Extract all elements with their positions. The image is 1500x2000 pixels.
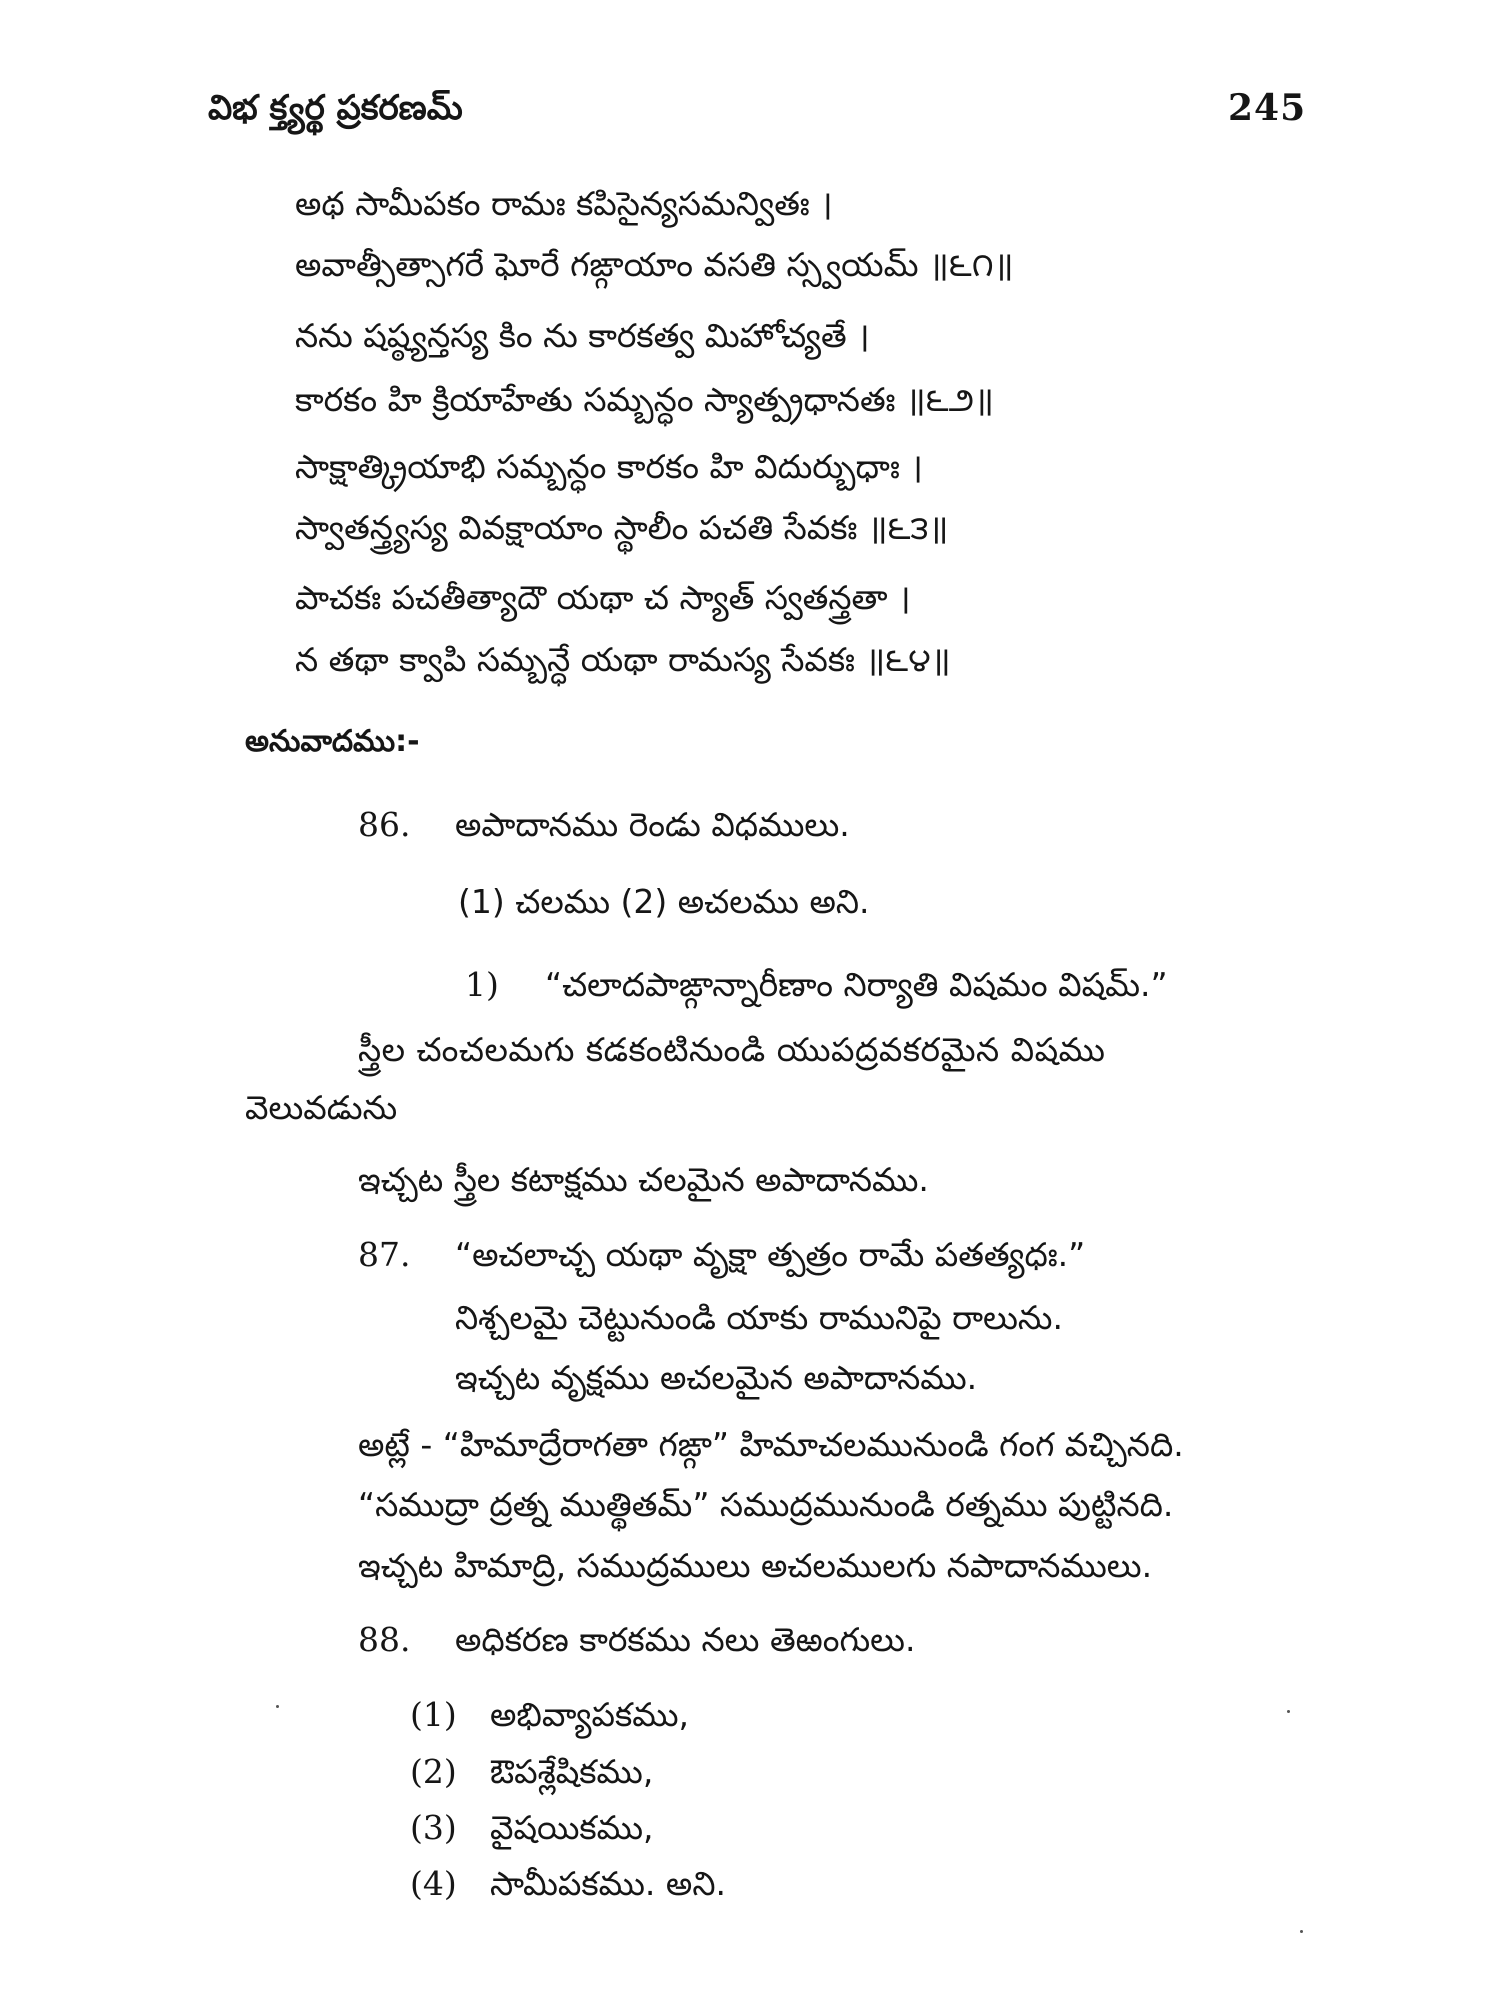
- example-number: 1): [465, 965, 499, 1004]
- scan-speck: [1287, 1710, 1290, 1713]
- explanation-line: స్త్రీల చంచలమగు కడకంటినుండి యుపద్రవకరమైన విషము: [358, 1030, 1106, 1069]
- section-quote: “అచలాచ్చ యథా వృక్షా త్పత్రం రామే పతత్యధః.”: [455, 1235, 1086, 1274]
- section-line: నిశ్చలమై చెట్టునుండి యాకు రామునిపై రాలును.: [455, 1298, 1063, 1337]
- verse-line: అథ సామీపకం రామః కపిసైన్యసమన్వితః ।: [295, 184, 833, 223]
- verse-line: నను షష్ఠ్యన్తస్య కిం ను కారకత్వ మిహోచ్యతే ।: [295, 316, 870, 355]
- note-line: ఇచ్చట స్త్రీల కటాక్షము చలమైన అపాదానము.: [358, 1160, 929, 1199]
- scan-speck: [276, 1705, 279, 1708]
- page-number: 245: [1228, 87, 1307, 129]
- verse-line: అవాత్సీత్సాగరే ఘోరే గఙ్గాయాం వసతి స్స్వయమ్ ॥౬౧॥: [295, 245, 1014, 284]
- verse-line: పాచకః పచతీత్యాదౌ యథా చ స్యాత్ స్వతన్త్రతా ।: [295, 578, 911, 617]
- section-number: 87.: [358, 1235, 411, 1274]
- verse-line: స్వాతన్త్ర్యస్య వివక్షాయాం స్థాలీం పచతి సేవకః ॥౬౩॥: [295, 508, 949, 547]
- section-number: 88.: [358, 1620, 411, 1659]
- list-item-number: (2): [410, 1752, 457, 1791]
- section-text: అధికరణ కారకము నలు తెఱంగులు.: [455, 1620, 916, 1659]
- section-number: 86.: [358, 805, 411, 844]
- verse-line: కారకం హి క్రియాహేతు సమ్బన్ధం స్యాత్ప్రధానతః ॥౬౨॥: [295, 380, 994, 419]
- scan-speck: [1300, 1930, 1303, 1933]
- list-item: సామీపకము. అని.: [490, 1864, 726, 1903]
- list-item: ఔపశ్లేషికము,: [490, 1752, 654, 1791]
- list-item-number: (1): [410, 1695, 457, 1734]
- list-item-number: (3): [410, 1808, 457, 1847]
- explanation-line: వెలువడును: [245, 1088, 398, 1127]
- translation-heading: అనువాదము:-: [245, 724, 420, 759]
- section-line: “సముద్రా ద్రత్న ముత్థితమ్” సముద్రమునుండి రత్నము పుట్టినది.: [358, 1485, 1174, 1524]
- verse-line: సాక్షాత్క్రియాభి సమ్బన్ధం కారకం హి విదుర్బుధాః ।: [295, 447, 923, 486]
- running-header-title: విభ క్త్యర్థ ప్రకరణమ్: [208, 88, 463, 128]
- section-text: అపాదానము రెండు విధములు.: [455, 805, 850, 844]
- list-item: వైషయికము,: [490, 1808, 654, 1847]
- types-line: (1) చలము (2) అచలము అని.: [458, 882, 870, 921]
- verse-line: న తథా క్వాపి సమ్బన్ధే యథా రామస్య సేవకః ॥౬౪॥: [295, 640, 951, 679]
- list-item: అభివ్యాపకము,: [490, 1695, 690, 1734]
- section-line: ఇచ్చట హిమాద్రి, సముద్రములు అచలములగు నపాదానములు.: [358, 1546, 1153, 1585]
- section-line: అట్లే - “హిమాద్రేరాగతా గఙ్గా” హిమాచలమునుండి గంగ వచ్చినది.: [358, 1425, 1184, 1464]
- section-line: ఇచ్చట వృక్షము అచలమైన అపాదానము.: [455, 1358, 978, 1397]
- example-quote: “చలాదపాఙ్గాన్నారీణాం నిర్యాతి విషమం విషమ్.”: [545, 965, 1168, 1004]
- list-item-number: (4): [410, 1864, 457, 1903]
